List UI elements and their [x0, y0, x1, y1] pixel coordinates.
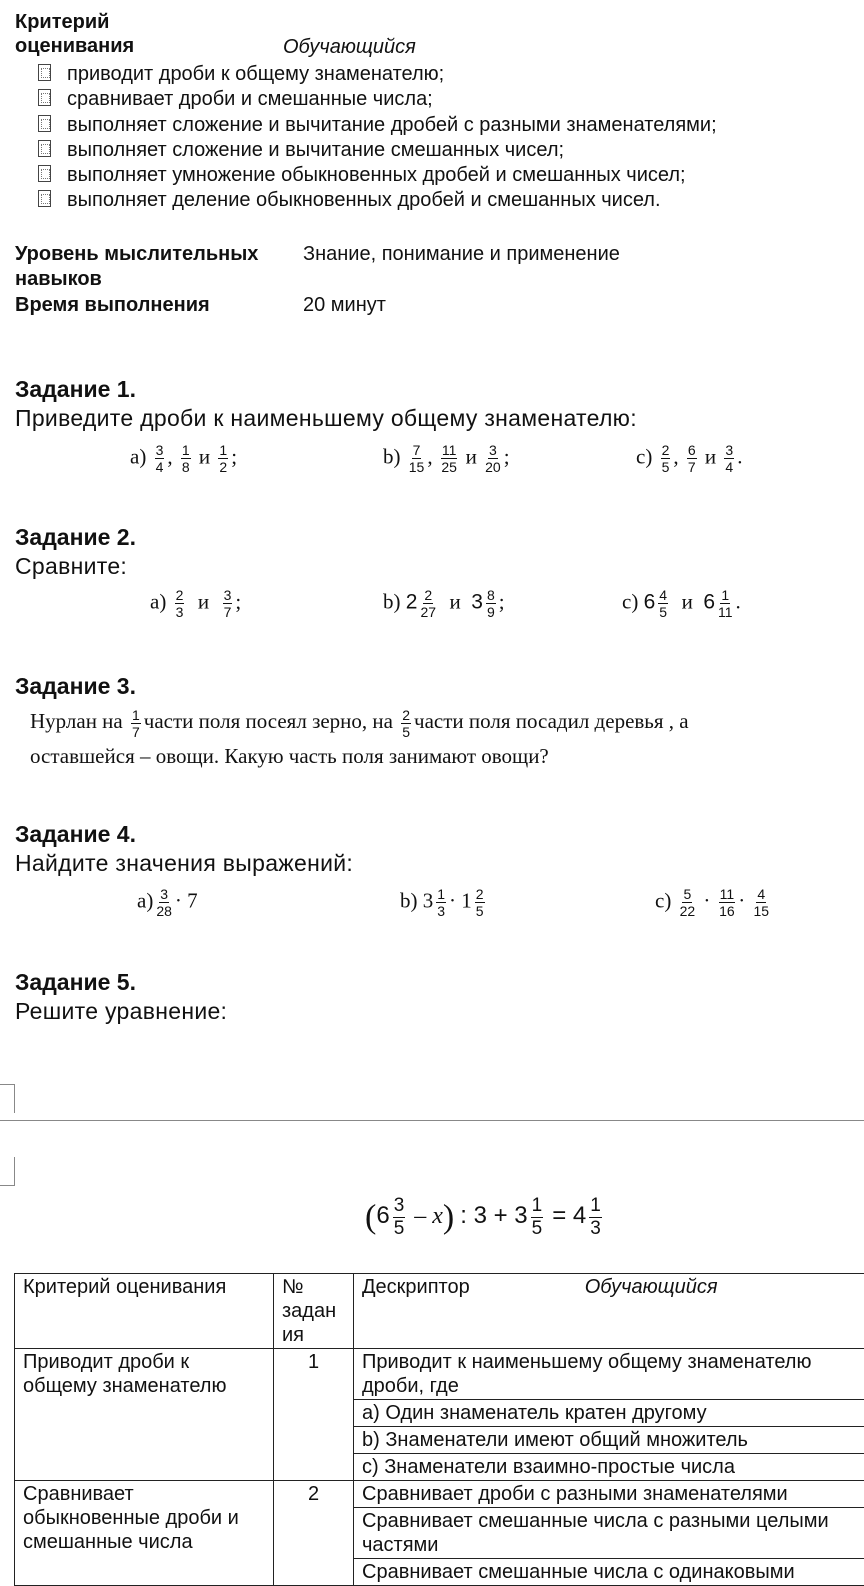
table-cell: а) Один знаменатель кратен другому — [354, 1400, 864, 1427]
checkbox-glyph-icon — [38, 165, 51, 182]
table-row — [15, 1349, 864, 1400]
task-4-title: Задание 4. — [15, 820, 136, 848]
task-3-text: Нурлан на $\frac{1}{7}$ части поля посеял зерно, на $\frac{2}{5}$ части поля посадил деревья , а оставшейся – овощи. Какую часть поля занимают овощи? — [30, 705, 864, 772]
table-cell: c) Знаменатели взаимно-простые числа — [354, 1454, 864, 1481]
table-cell: Сравнивает обыкновенные дроби и смешанные числа — [15, 1481, 274, 1586]
task-2-text: Сравните: — [15, 552, 127, 580]
table-header-row — [15, 1274, 864, 1349]
checkbox-glyph-icon — [38, 115, 51, 132]
learner-label: Обучающийся — [283, 36, 416, 59]
checkbox-glyph-icon — [38, 64, 51, 81]
list-item: выполняет деление обыкновенных дробей и смешанных чисел. — [38, 188, 717, 213]
task-4-text: Найдите значения выражений: — [15, 849, 353, 877]
table-cell: 2 — [274, 1481, 354, 1586]
table-cell: b) Знаменатели имеют общий множитель — [354, 1427, 864, 1454]
task-2-title: Задание 2. — [15, 523, 136, 551]
page-corner-mark — [0, 1084, 15, 1113]
list-item: выполняет сложение и вычитание смешанных чисел; — [38, 138, 717, 163]
checkbox-glyph-icon — [38, 190, 51, 207]
level-label: Уровень мыслительных навыков — [15, 242, 285, 292]
table-header-cell: Критерий оценивания — [15, 1274, 274, 1349]
table-cell: Приводит к наименьшему общему знаменателю дроби, где — [354, 1349, 864, 1400]
time-value: 20 минут — [303, 293, 386, 318]
task-2-c: c) 6 $\frac{4}{5}$ и 6 $\frac{1}{11}$ . — [622, 587, 741, 620]
page-divider — [0, 1120, 864, 1121]
task-4-a: a) $\frac{3}{28}$ · 7 — [137, 886, 198, 919]
task-1-c: c) $\frac{2}{5}$ , $\frac{6}{7}$ и $\frac{3}{4}$ . — [636, 442, 742, 475]
checkbox-glyph-icon — [38, 140, 51, 157]
equation: (6 $\frac{3}{5}$ – x) : 3 + 3 $\frac{1}{5}$ = 4 $\frac{1}{3}$ — [365, 1195, 605, 1240]
level-value: Знание, понимание и применение — [303, 242, 620, 267]
task-1-text: Приведите дроби к наименьшему общему знаменателю: — [15, 404, 637, 432]
time-label: Время выполнения — [15, 293, 210, 318]
task-1-b: b) $\frac{7}{15}$ , $\frac{11}{25}$ и $\frac{3}{20}$ ; — [383, 442, 510, 475]
list-item: выполняет сложение и вычитание дробей с разными знаменателями; — [38, 113, 717, 138]
task-1-a: a) $\frac{3}{4}$ , $\frac{1}{8}$ и $\frac{1}{2}$ ; — [130, 442, 237, 475]
task-4-b: b) 3 $\frac{1}{3}$ · 1 $\frac{2}{5}$ — [400, 886, 488, 919]
checkbox-glyph-icon — [38, 89, 51, 106]
task-2-a: a) $\frac{2}{3}$ и $\frac{3}{7}$ ; — [150, 587, 241, 620]
table-header-cell: Дескриптор Обучающийся — [354, 1274, 864, 1349]
table-cell: 1 — [274, 1349, 354, 1481]
list-item: выполняет умножение обыкновенных дробей и смешанных чисел; — [38, 163, 717, 188]
page-corner-mark — [0, 1157, 15, 1186]
assessment-table — [14, 1273, 864, 1586]
task-5-text: Решите уравнение: — [15, 997, 227, 1025]
table-row — [15, 1481, 864, 1508]
criteria-list — [38, 62, 717, 214]
task-5-title: Задание 5. — [15, 968, 136, 996]
table-cell: Приводит дроби к общему знаменателю — [15, 1349, 274, 1481]
table-cell: Сравнивает дроби с разными знаменателями — [354, 1481, 864, 1508]
table-header-cell: № задан ия — [274, 1274, 354, 1349]
list-item: приводит дроби к общему знаменателю; — [38, 62, 717, 87]
table-cell: Сравнивает смешанные числа с одинаковыми — [354, 1559, 864, 1586]
list-item: сравнивает дроби и смешанные числа; — [38, 87, 717, 112]
criterion-label: Критерий оценивания — [15, 10, 215, 58]
task-3-title: Задание 3. — [15, 672, 136, 700]
table-cell: Сравнивает смешанные числа с разными целыми частями — [354, 1508, 864, 1559]
task-2-b: b) 2 $\frac{2}{27}$ и 3 $\frac{8}{9}$ ; — [383, 587, 505, 620]
task-1-title: Задание 1. — [15, 375, 136, 403]
task-4-c: c) $\frac{5}{22}$ · $\frac{11}{16}$ · $\frac{4}{15}$ — [655, 886, 772, 919]
